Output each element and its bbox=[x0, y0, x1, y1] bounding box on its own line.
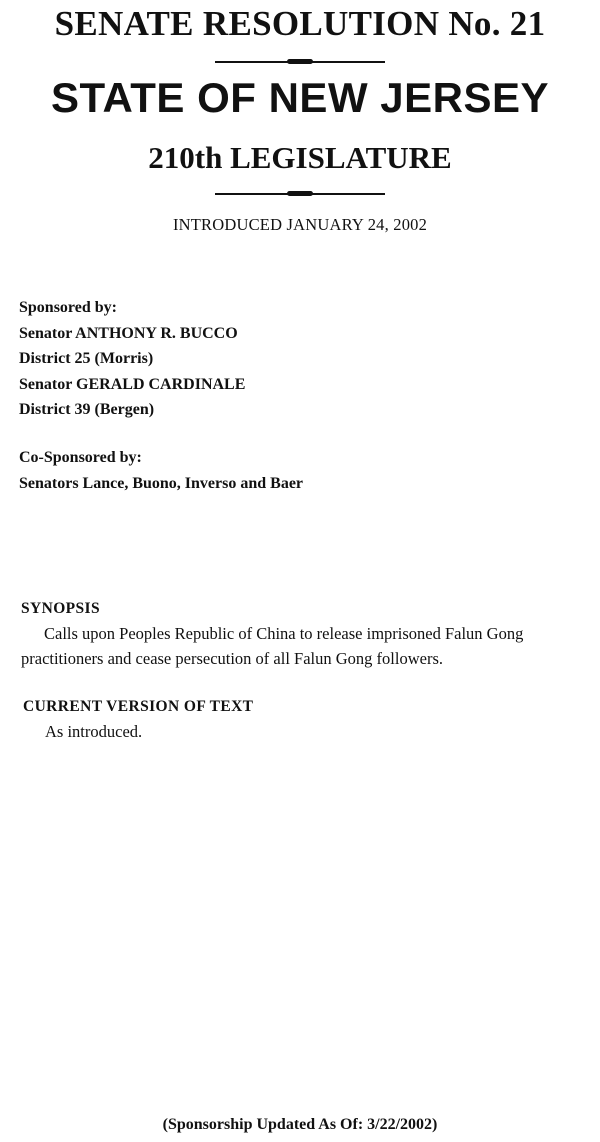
introduced-date: INTRODUCED JANUARY 24, 2002 bbox=[172, 215, 428, 234]
synopsis-section bbox=[21, 596, 596, 671]
synopsis-heading: SYNOPSIS bbox=[21, 600, 101, 617]
sponsorship-updated: (Sponsorship Updated As Of: 3/22/2002) bbox=[162, 1116, 438, 1133]
sponsor-line: Senator ANTHONY R. BUCCO bbox=[19, 324, 238, 342]
current-version-section bbox=[23, 694, 583, 744]
sponsor-line: Senator GERALD CARDINALE bbox=[19, 375, 246, 393]
ornamental-divider-bottom bbox=[215, 190, 385, 198]
divider-ornament bbox=[287, 191, 313, 196]
sponsors-block bbox=[19, 295, 245, 423]
state-title: STATE OF NEW JERSEY bbox=[51, 74, 549, 121]
ornamental-divider-top bbox=[215, 58, 385, 66]
cosponsors-names: Senators Lance, Buono, Inverso and Baer bbox=[19, 474, 304, 492]
synopsis-text: Calls upon Peoples Republic of China to release imprisoned Falun Gong practitioners and cease persecution of all Falun Gong followers. bbox=[21, 624, 524, 668]
sponsor-line: District 39 (Bergen) bbox=[19, 401, 155, 418]
divider-ornament bbox=[287, 59, 313, 64]
legislature-title: 210th LEGISLATURE bbox=[148, 140, 452, 175]
current-version-text: As introduced. bbox=[45, 722, 143, 741]
cosponsors-heading: Co-Sponsored by: bbox=[19, 449, 142, 466]
sponsors-heading: Sponsored by: bbox=[19, 299, 117, 316]
sponsor-line: District 25 (Morris) bbox=[19, 350, 154, 367]
resolution-title: SENATE RESOLUTION No. 21 bbox=[54, 4, 546, 43]
cosponsors-block bbox=[19, 445, 303, 496]
current-version-heading: CURRENT VERSION OF TEXT bbox=[23, 698, 254, 715]
